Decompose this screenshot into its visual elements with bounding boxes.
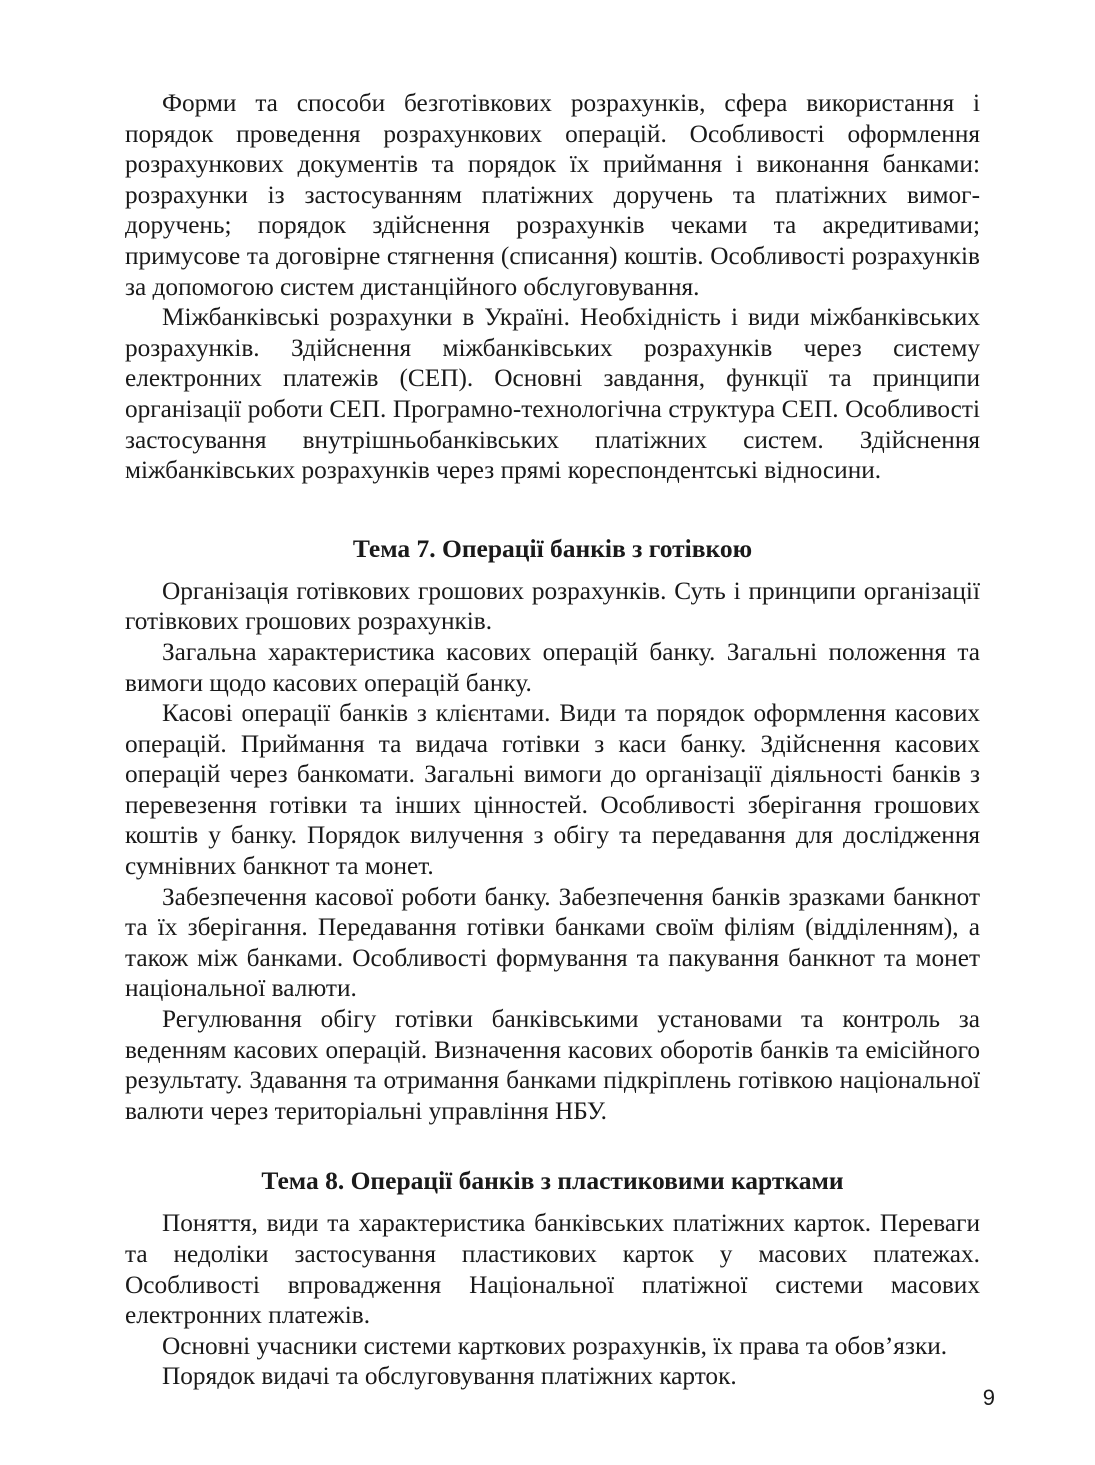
paragraph: Регулювання обігу готівки банківськими установами та контроль за веденням касових операцій. Визначення касових оборотів банків та емісійного результату. Здавання та отримання банками підкріплень готівкою національної валюти через територіальні управління НБУ.	[125, 1005, 980, 1125]
paragraph: Забезпечення касової роботи банку. Забезпечення банків зразками банкнот та їх зберігання. Передавання готівки банками своїм філіям (відділенням), а також між банками. Особливості формування та пакування банкнот та монет національної валюти.	[125, 882, 980, 1003]
paragraph: Форми та способи безготівкових розрахунків, сфера використання і порядок проведення розрахункових операцій. Особливості оформлення розрахункових документів та порядок їх приймання і виконання банками: розрахунки із застосуванням платіжних доручень та платіжних вимог-доручень; порядок здійснення розрахунків чеками та акредитивами; примусове та договірне стягнення (списання) коштів. Особливості розрахунків за допомогою систем дистанційного обслуговування.	[125, 89, 980, 301]
paragraph: Порядок видачі та обслуговування платіжних карток.	[162, 1362, 737, 1391]
paragraph: Міжбанківські розрахунки в Україні. Необхідність і види міжбанківських розрахунків. Здійснення міжбанківських розрахунків через систему електронних платежів (СЕП). Основні завдання, функції та принципи організації роботи СЕП. Програмно-технологічна структура СЕП. Особливості застосування внутрішньобанківських платіжних систем. Здійснення міжбанківських розрахунків через прямі кореспондентські відносини.	[125, 303, 980, 485]
paragraph: Поняття, види та характеристика банківських платіжних карток. Переваги та недоліки застосування пластикових карток у масових платежах. Особливості впровадження Національної платіжної системи масових електронних платежів.	[125, 1209, 980, 1330]
topic-7-section	[125, 534, 980, 1127]
paragraph: Основні учасники системи карткових розрахунків, їх права та обов’язки.	[162, 1331, 948, 1360]
paragraph: Організація готівкових грошових розрахунків. Суть і принципи організації готівкових грошових розрахунків.	[125, 576, 980, 636]
paragraph: Загальна характеристика касових операцій банку. Загальні положення та вимоги щодо касових операцій банку.	[125, 637, 980, 697]
page-body	[125, 88, 980, 1392]
topic-7-heading: Тема 7. Операції банків з готівкою	[352, 533, 753, 563]
page-number: 9	[982, 1385, 995, 1410]
topic-8-heading: Тема 8. Операції банків з пластиковими картками	[261, 1166, 844, 1196]
intro-section	[125, 88, 980, 486]
paragraph: Касові операції банків з клієнтами. Види та порядок оформлення касових операцій. Приймання та видача готівки з каси банку. Здійснення касових операцій через банкомати. Загальні вимоги до організації діяльності банків з перевезення готівки та інших цінностей. Особливості зберігання грошових коштів у банку. Порядок вилучення з обігу та передавання для дослідження сумнівних банкнот та монет.	[125, 699, 980, 881]
topic-8-section	[125, 1166, 980, 1392]
